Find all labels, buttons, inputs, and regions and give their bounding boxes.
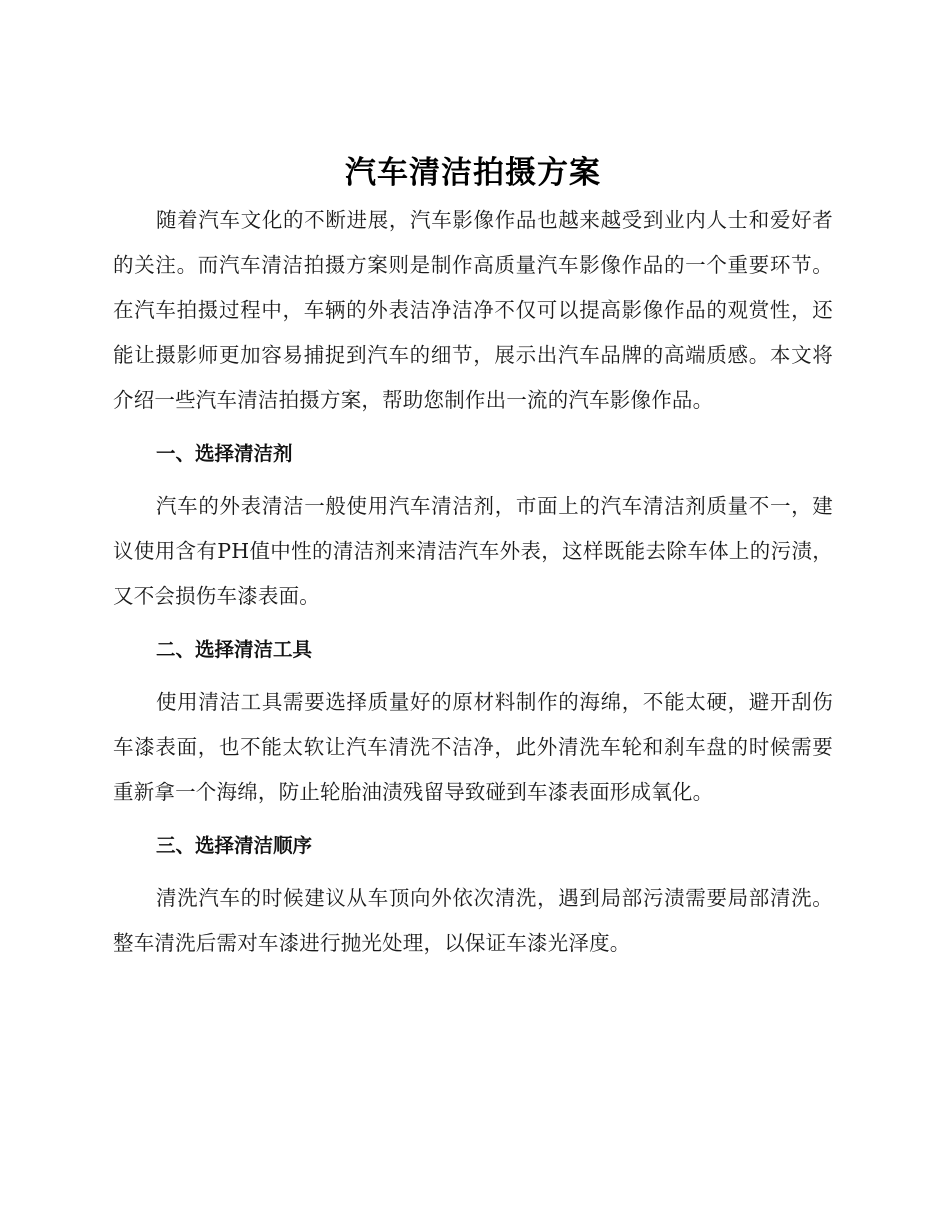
section-body-cleaner: 汽车的外表清洁一般使用汽车清洁剂，市面上的汽车清洁剂质量不一，建议使用含有PH值中性的清洁剂来清洁汽车外表，这样既能去除车体上的污渍，又不会损伤车漆表面。 bbox=[113, 494, 833, 608]
document-title: 汽车清洁拍摄方案 bbox=[345, 155, 601, 191]
section-body-tools: 使用清洁工具需要选择质量好的原材料制作的海绵，不能太硬，避开刮伤车漆表面，也不能太软让汽车清洗不洁净，此外清洗车轮和刹车盘的时候需要重新拿一个海绵，防止轮胎油渍残留导致碰到车漆表面形成氧化。 bbox=[113, 690, 833, 804]
section-body-order: 清洗汽车的时候建议从车顶向外依次清洗，遇到局部污渍需要局部清洗。整车清洗后需对车漆进行抛光处理，以保证车漆光泽度。 bbox=[113, 886, 833, 955]
document-body bbox=[113, 148, 833, 966]
section-heading-cleaner: 一、选择清洁剂 bbox=[156, 442, 293, 465]
section-heading-order: 三、选择清洁顺序 bbox=[156, 834, 313, 857]
section-heading-tools: 二、选择清洁工具 bbox=[156, 638, 313, 661]
intro-paragraph: 随着汽车文化的不断进展，汽车影像作品也越来越受到业内人士和爱好者的关注。而汽车清洁拍摄方案则是制作高质量汽车影像作品的一个重要环节。在汽车拍摄过程中，车辆的外表洁净洁净不仅可以提高影像作品的观赏性，还能让摄影师更加容易捕捉到汽车的细节，展示出汽车品牌的高端质感。本文将介绍一些汽车清洁拍摄方案，帮助您制作出一流的汽车影像作品。 bbox=[113, 208, 833, 412]
